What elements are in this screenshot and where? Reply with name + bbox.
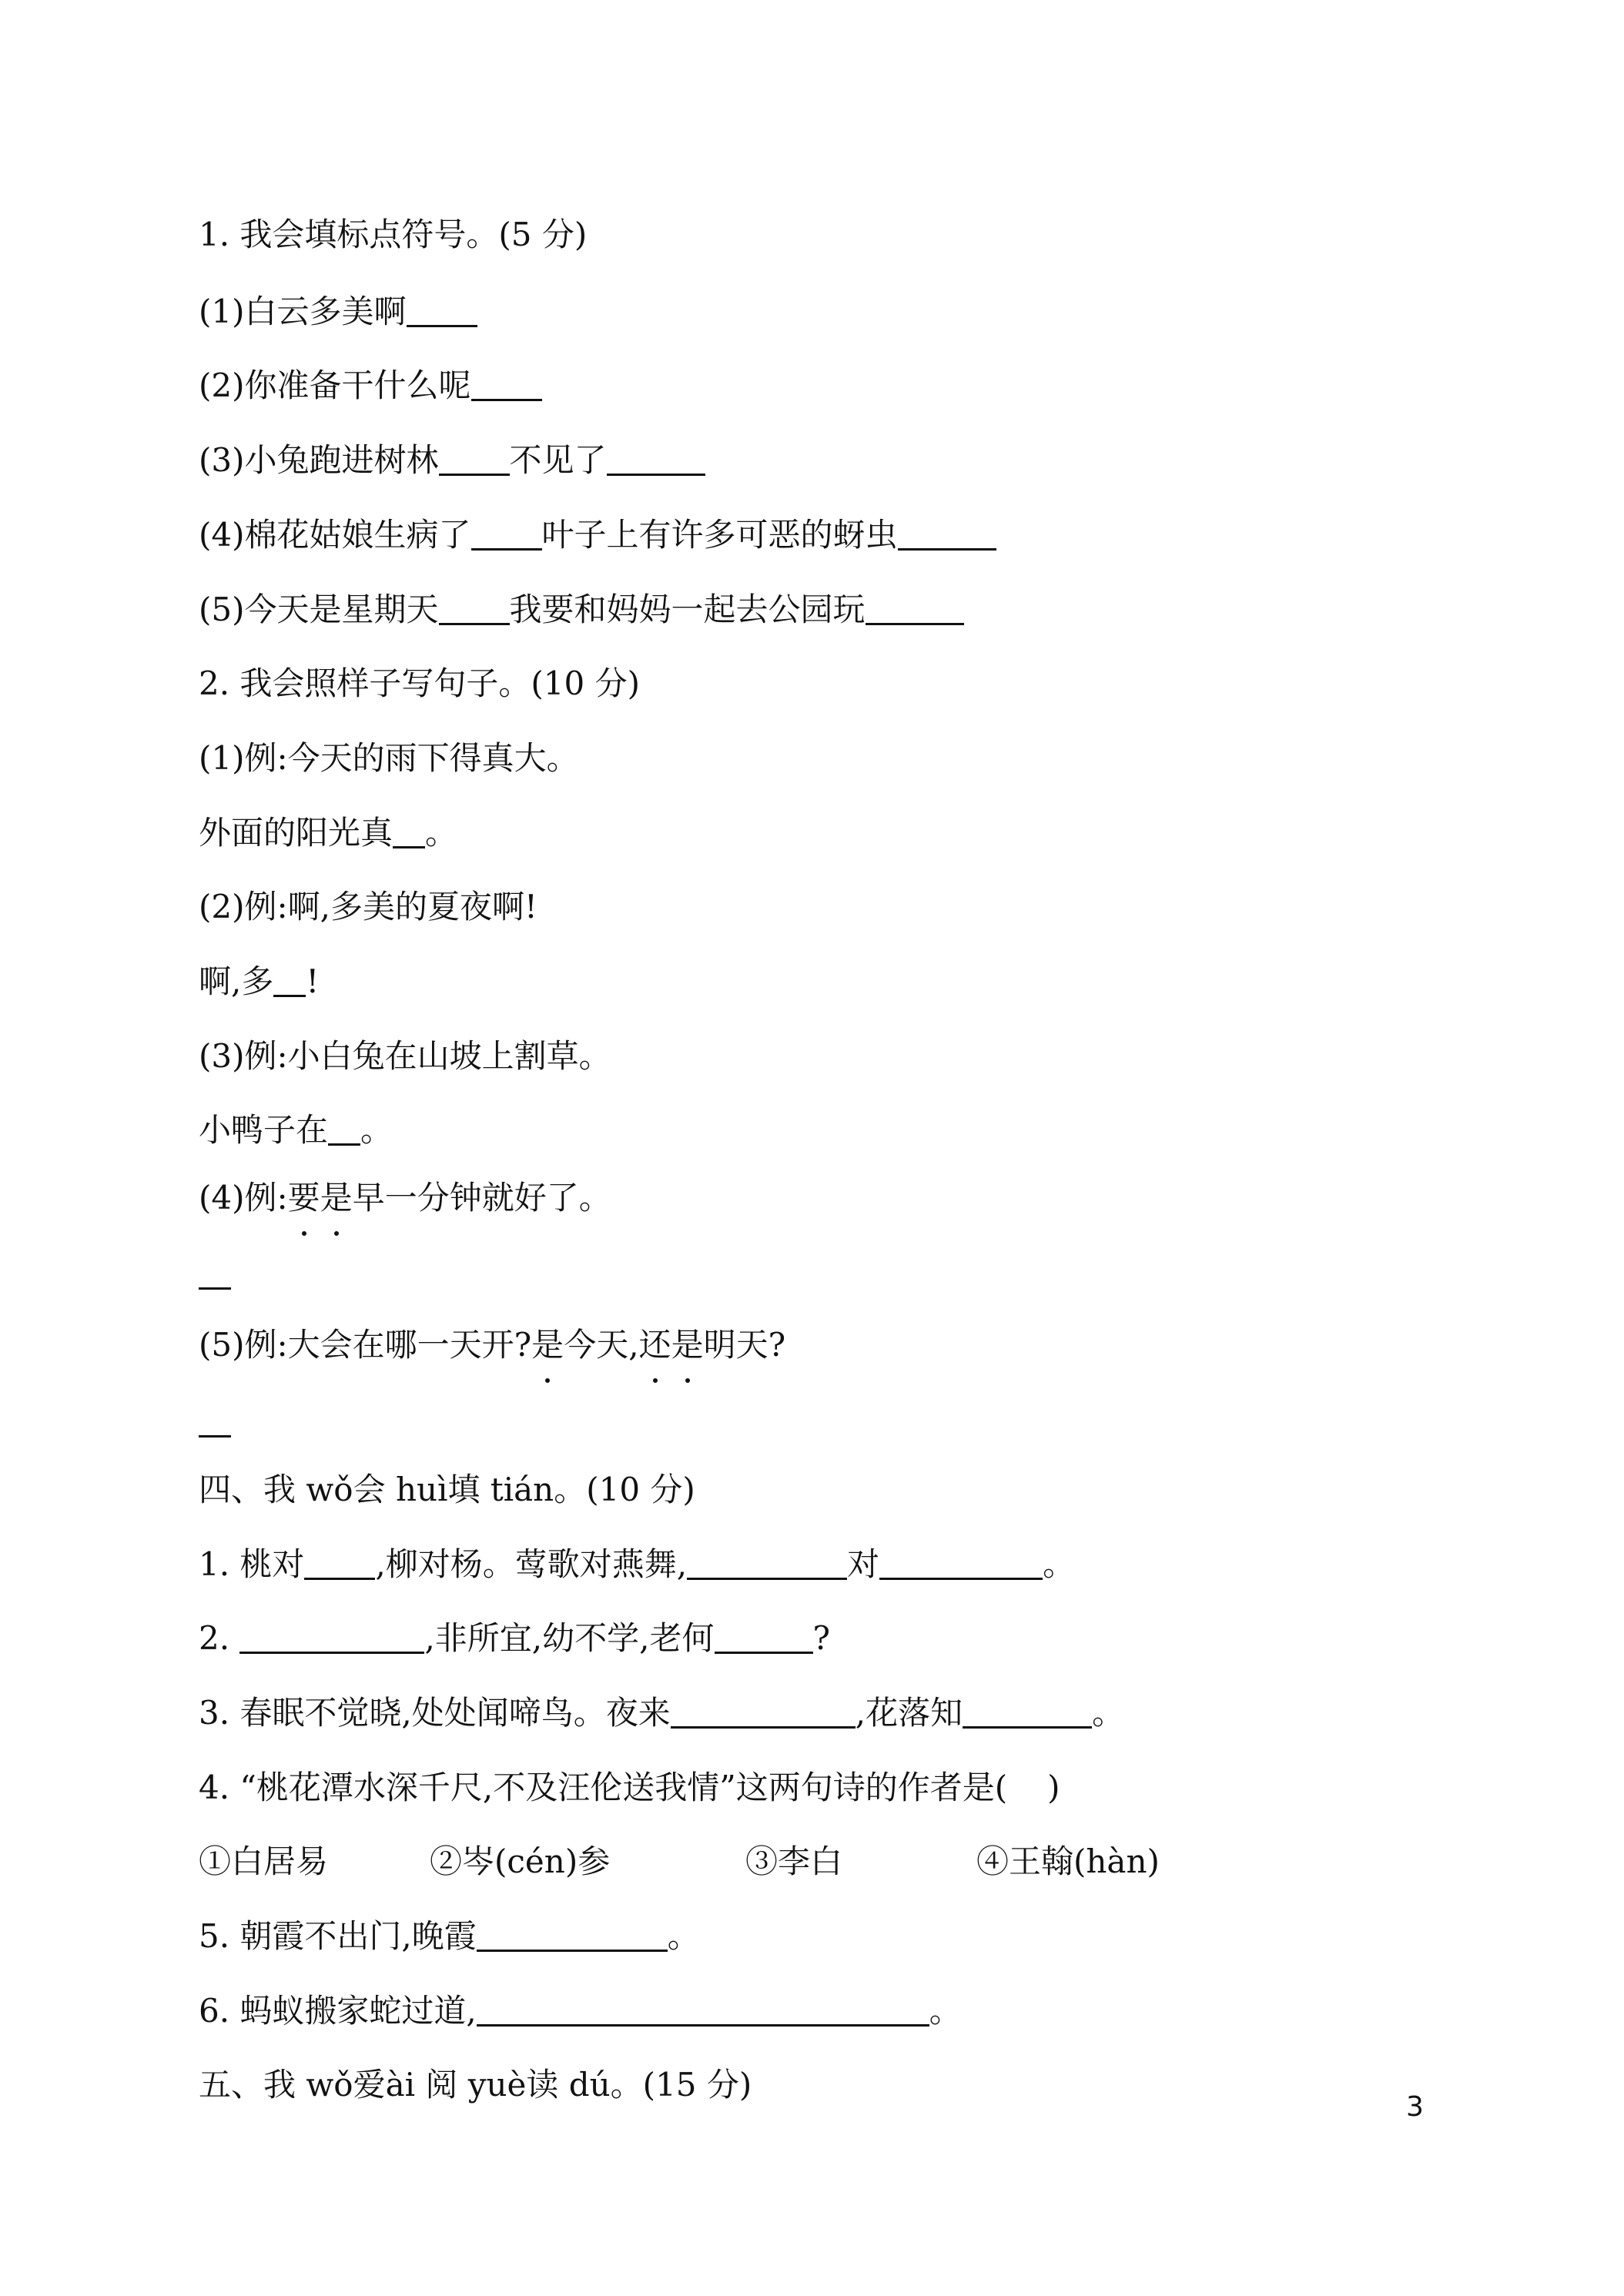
sec4-item-2: 2. ,非所宜,幼不学,老何 ? [199, 1619, 831, 1657]
page-number: 3 [1406, 2091, 1424, 2123]
answer-blank[interactable] [439, 592, 510, 625]
answer-blank[interactable] [963, 1695, 1092, 1729]
q2-title: 2. 我会照样子写句子。(10 分) [199, 664, 640, 702]
answer-blank[interactable] [199, 1257, 231, 1290]
answer-blank[interactable] [439, 443, 510, 476]
answer-blank[interactable] [477, 1993, 929, 2027]
q1-item-2: (2)你准备干什么呢 [199, 359, 542, 413]
answer-blank[interactable] [239, 1621, 424, 1654]
answer-blank[interactable] [866, 592, 964, 625]
q2-example-4: (4)例:要是早一分钟就好了。 [199, 1171, 611, 1225]
answer-blank[interactable] [715, 1621, 813, 1654]
q1-item-4: (4)棉花姑娘生病了 叶子上有许多可恶的蚜虫 [199, 508, 996, 562]
answer-blank[interactable] [471, 368, 542, 401]
section-4-title: 四、我 wǒ会 huì填 tián。(10 分) [199, 1471, 695, 1508]
answer-blank[interactable] [687, 1547, 847, 1580]
sec4-options [199, 1835, 1160, 1889]
emphasis-dot-char: 要 [288, 1171, 320, 1225]
q2-example-2: (2)例:啊,多美的夏夜啊! [199, 888, 537, 925]
emphasis-dot-char: 是 [671, 1318, 704, 1372]
sec4-item-5: 5. 朝霞不出门,晚霞 。 [199, 1917, 700, 1955]
q2-example-5: (5)例:大会在哪一天开?是今天,还是明天? [199, 1318, 785, 1372]
q1-title: 1. 我会填标点符号。(5 分) [199, 216, 588, 253]
answer-blank[interactable] [879, 1547, 1043, 1580]
answer-blank[interactable] [477, 1919, 668, 1952]
sec4-item-3: 3. 春眠不觉晓,处处闻啼鸟。夜来 ,花落知 。 [199, 1694, 1125, 1732]
answer-blank[interactable] [328, 1113, 360, 1146]
q2-answer-1: 外面的阳光真 。 [199, 814, 458, 852]
option-4[interactable]: ④王翰(hàn) [976, 1842, 1160, 1880]
q2-answer-3: 小鸭子在 。 [199, 1111, 393, 1149]
emphasis-dot-char: 是 [320, 1171, 353, 1225]
answer-blank[interactable] [471, 517, 542, 551]
answer-blank[interactable] [273, 964, 306, 997]
option-3[interactable]: ③李白 [745, 1842, 843, 1880]
q2-answer-2: 啊,多 ! [199, 962, 320, 1000]
q1-item-1: (1)白云多美啊 [199, 285, 477, 339]
answer-blank[interactable] [407, 294, 477, 327]
section-5-title: 五、我 wǒ爱ài 阅 yuè读 dú。(15 分) [199, 2066, 752, 2104]
answer-blank[interactable] [898, 517, 996, 551]
q1-item-5: (5)今天是星期天 我要和妈妈一起去公园玩 [199, 583, 964, 637]
answer-blank[interactable] [304, 1547, 375, 1580]
q1-item-3: (3)小兔跑进树林 不见了 [199, 433, 705, 487]
answer-blank[interactable] [393, 815, 425, 848]
q2-example-3: (3)例:小白兔在山坡上割草。 [199, 1037, 611, 1075]
sec4-item-4: 4. “桃花潭水深千尺,不及汪伦送我情”这两句诗的作者是( ) [199, 1769, 1060, 1806]
option-1[interactable]: ①白居易 [199, 1842, 329, 1880]
emphasis-dot-char: 是 [531, 1318, 564, 1372]
answer-blank[interactable] [671, 1695, 856, 1729]
sec4-item-1: 1. 桃对 ,柳对杨。莺歌对燕舞, 对 。 [199, 1545, 1076, 1583]
emphasis-dot-char: 还 [639, 1318, 671, 1372]
answer-blank[interactable] [199, 1404, 231, 1438]
q2-answer-5 [199, 1395, 231, 1449]
option-2[interactable]: ②岑(cén)参 [430, 1842, 611, 1880]
sec4-item-6: 6. 蚂蚁搬家蛇过道, 。 [199, 1992, 962, 2030]
q2-example-1: (1)例:今天的雨下得真大。 [199, 739, 579, 777]
q2-answer-4 [199, 1247, 231, 1301]
answer-blank[interactable] [607, 443, 705, 476]
